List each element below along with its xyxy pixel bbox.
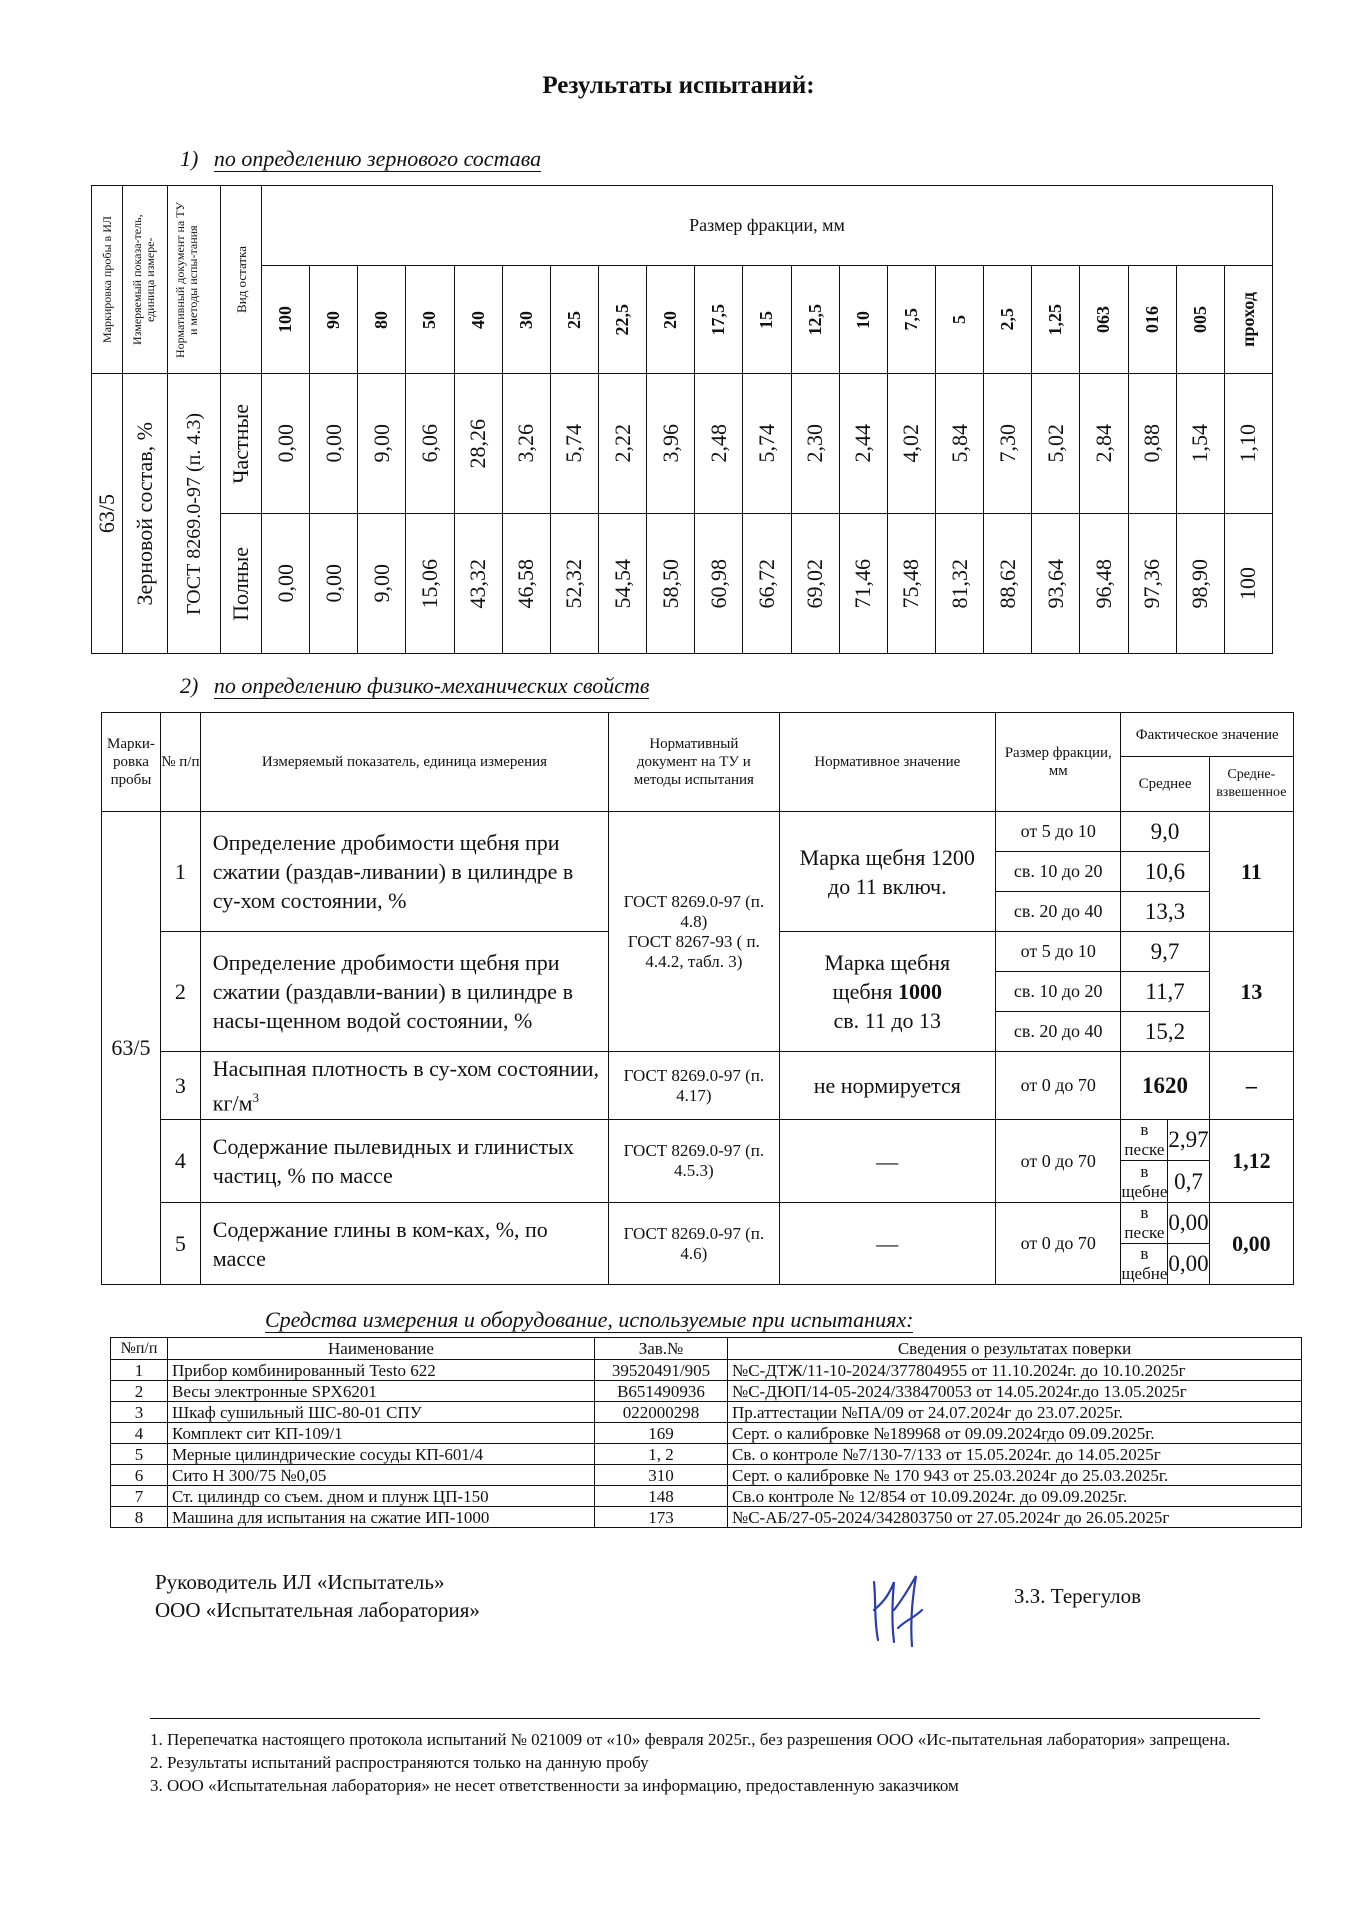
full-label: Полные — [221, 514, 262, 654]
equipment-row — [111, 1444, 1302, 1465]
partial-value-1: 0,00 — [310, 374, 358, 514]
equipment-rows — [111, 1360, 1302, 1528]
header-normval: Нормативное значение — [779, 713, 995, 812]
header-indicator: Измеряемый показа-тель, единица измере- — [123, 186, 168, 374]
row-1-avg-1: 9,0 — [1121, 812, 1209, 852]
full-value-19: 98,90 — [1176, 514, 1224, 654]
partial-value-7: 2,22 — [598, 374, 646, 514]
row-5-fraction: от 0 до 70 — [996, 1203, 1121, 1285]
size-header-9: 17,5 — [695, 266, 743, 374]
partial-value-2: 9,00 — [358, 374, 406, 514]
marking-cell: 63/5 — [92, 374, 123, 654]
equip-serial: 173 — [595, 1507, 728, 1528]
header-fraction: Размер фракции, мм — [996, 713, 1121, 812]
row-3-indicator: Насыпная плотность в су-хом состоянии, $кг/м^3$ — [200, 1052, 608, 1120]
full-value-3: 15,06 — [406, 514, 454, 654]
page-title: Результаты испытаний: — [542, 72, 815, 99]
equip-serial: B651490936 — [595, 1381, 728, 1402]
equip-serial: 022000298 — [595, 1402, 728, 1423]
row-4-normdoc: ГОСТ 8269.0-97 (п. 4.5.3) — [609, 1120, 779, 1203]
full-value-16: 93,64 — [1032, 514, 1080, 654]
row-4-indicator: Содержание пылевидных и глинистых частиц, % по массе — [200, 1120, 608, 1203]
header-normdoc: Нормативный документ на ТУ и методы испы-тания — [168, 186, 221, 374]
row-1-avg-2: 10,6 — [1121, 852, 1209, 892]
row-1-fraction-1: от 5 до 10 — [996, 812, 1121, 852]
marking-cell: 63/5 — [102, 812, 161, 1285]
equip-name: Сито Н 300/75 №0,05 — [168, 1465, 595, 1486]
row-2-avg-2: 11,7 — [1121, 972, 1209, 1012]
equip-verification: Св. о контроле №7/130-7/133 от 15.05.2024г. до 14.05.2025г — [728, 1444, 1302, 1465]
equip-name: Прибор комбинированный Testo 622 — [168, 1360, 595, 1381]
row-1-fraction-2: св. 10 до 20 — [996, 852, 1121, 892]
full-value-17: 96,48 — [1080, 514, 1128, 654]
row-2-normval-line-2: щебня 1000 — [832, 979, 942, 1004]
row-3-normval: не нормируется — [779, 1052, 995, 1120]
equip-serial: 169 — [595, 1423, 728, 1444]
row-3-avg: 1620 — [1121, 1052, 1209, 1120]
equip-header-num: №п/п — [111, 1338, 168, 1360]
size-header-16: 1,25 — [1032, 266, 1080, 374]
size-header-6: 25 — [550, 266, 598, 374]
header-avg: Среднее — [1121, 757, 1209, 812]
partial-value-16: 5,02 — [1032, 374, 1080, 514]
section-3-title: Средства измерения и оборудование, используемые при испытаниях: — [265, 1307, 914, 1332]
equip-name: Шкаф сушильный ШС-80-01 СПУ — [168, 1402, 595, 1423]
partial-value-15: 7,30 — [984, 374, 1032, 514]
size-header-14: 5 — [935, 266, 983, 374]
size-header-3: 50 — [406, 266, 454, 374]
row-5-indicator: Содержание глины в ком-ках, %, по массе — [200, 1203, 608, 1285]
row-2-fraction-3: св. 20 до 40 — [996, 1012, 1121, 1052]
equip-name: Машина для испытания на сжатие ИП-1000 — [168, 1507, 595, 1528]
row-4-sub-label-1: в песке — [1121, 1120, 1168, 1161]
row-5-normdoc: ГОСТ 8269.0-97 (п. 4.6) — [609, 1203, 779, 1285]
partial-value-11: 2,30 — [791, 374, 839, 514]
size-header-2: 80 — [358, 266, 406, 374]
footnote-divider — [150, 1718, 1260, 1719]
footnote-1: 1. Перепечатка настоящего протокола испытаний № 021009 от «10» февраля 2025г., без разрешения ООО «Ис-пытательная лаборатория» запрещена. — [150, 1730, 1231, 1749]
normdoc-cell: ГОСТ 8269.0-97 (п. 4.3) — [168, 374, 221, 654]
row-4-num: 4 — [160, 1120, 200, 1203]
section-2-heading — [180, 673, 649, 699]
row-5-normval: — — [779, 1203, 995, 1285]
size-header-4: 40 — [454, 266, 502, 374]
partial-value-20: 1,10 — [1224, 374, 1272, 514]
equip-name: Комплект сит КП-109/1 — [168, 1423, 595, 1444]
row-1-normval: Марка щебня 1200 до 11 включ. — [779, 812, 995, 932]
header-actual: Фактическое значение — [1121, 713, 1294, 757]
row-2-num: 2 — [160, 932, 200, 1052]
partial-value-13: 4,02 — [887, 374, 935, 514]
header-residue-type: Вид остатка — [221, 186, 262, 374]
full-value-12: 71,46 — [839, 514, 887, 654]
size-header-19: 005 — [1176, 266, 1224, 374]
shared-normdoc-1: ГОСТ 8269.0-97 (п. 4.8) — [623, 891, 765, 931]
row-2-normval — [779, 932, 995, 1052]
row-1-indicator: Определение дробимости щебня при сжатии (раздав-ливании) в цилиндре в су-хом состоянии, % — [200, 812, 608, 932]
size-header-8: 20 — [647, 266, 695, 374]
size-header-1: 90 — [310, 266, 358, 374]
section-3-heading — [265, 1307, 913, 1333]
equip-num: 6 — [111, 1465, 168, 1486]
row-3-wavg: – — [1209, 1052, 1293, 1120]
size-header-7: 22,5 — [598, 266, 646, 374]
physical-properties-table — [101, 712, 1294, 1285]
equipment-row — [111, 1465, 1302, 1486]
equip-verification: Пр.аттестации №ПА/09 от 24.07.2024г до 23.07.2025г. — [728, 1402, 1302, 1423]
header-fraction-size: Размер фракции, мм — [262, 186, 1273, 266]
row-2-fraction-2: св. 10 до 20 — [996, 972, 1121, 1012]
partial-value-0: 0,00 — [262, 374, 310, 514]
full-value-6: 52,32 — [550, 514, 598, 654]
row-4-wavg: 1,12 — [1209, 1120, 1293, 1203]
partial-residue-row — [92, 374, 1273, 514]
signature-position-2: ООО «Испытательная лаборатория» — [155, 1598, 480, 1622]
partial-value-8: 3,96 — [647, 374, 695, 514]
equip-num: 3 — [111, 1402, 168, 1423]
footnotes — [150, 1728, 1260, 1797]
full-value-15: 88,62 — [984, 514, 1032, 654]
row-4-sub-value-2: 0,7 — [1168, 1161, 1209, 1203]
equip-verification: Серт. о калибровке №189968 от 09.09.2024гдо 09.09.2025г. — [728, 1423, 1302, 1444]
row-5-sub-label-1: в песке — [1121, 1203, 1168, 1244]
equip-num: 7 — [111, 1486, 168, 1507]
row-3-normdoc: ГОСТ 8269.0-97 (п. 4.17) — [609, 1052, 779, 1120]
signature-name: З.З. Терегулов — [1014, 1584, 1142, 1608]
equipment-row — [111, 1381, 1302, 1402]
size-header-5: 30 — [502, 266, 550, 374]
size-header-0: 100 — [262, 266, 310, 374]
partial-value-12: 2,44 — [839, 374, 887, 514]
row-5-wavg: 0,00 — [1209, 1203, 1293, 1285]
footnote-3: 3. ООО «Испытательная лаборатория» не несет ответственности за информацию, предоставленную заказчиком — [150, 1776, 959, 1795]
row-2-normval-line-3: св. 11 до 13 — [833, 1008, 942, 1033]
partial-value-9: 2,48 — [695, 374, 743, 514]
equip-header-verification: Сведения о результатах поверки — [728, 1338, 1302, 1360]
size-header-20: проход — [1224, 266, 1272, 374]
size-header-18: 016 — [1128, 266, 1176, 374]
partial-value-18: 0,88 — [1128, 374, 1176, 514]
row-1-wavg: 11 — [1209, 812, 1293, 932]
section-2-title: по определению физико-механических свойств — [213, 673, 650, 698]
equip-header-serial: Зав.№ — [595, 1338, 728, 1360]
equipment-row — [111, 1423, 1302, 1444]
signature-position-1: Руководитель ИЛ «Испытатель» — [155, 1570, 445, 1594]
full-value-14: 81,32 — [935, 514, 983, 654]
header-indicator: Измеряемый показатель, единица измерения — [200, 713, 608, 812]
row-5-num: 5 — [160, 1203, 200, 1285]
shared-normdoc — [609, 812, 779, 1052]
partial-value-19: 1,54 — [1176, 374, 1224, 514]
row-1-num: 1 — [160, 812, 200, 932]
equip-num: 5 — [111, 1444, 168, 1465]
full-value-5: 46,58 — [502, 514, 550, 654]
equip-num: 2 — [111, 1381, 168, 1402]
row-2-fraction-1: от 5 до 10 — [996, 932, 1121, 972]
equip-header-name: Наименование — [168, 1338, 595, 1360]
equip-num: 4 — [111, 1423, 168, 1444]
row-2-indicator: Определение дробимости щебня при сжатии (раздавли-вании) в цилиндре в насы-щенном водой состоянии, % — [200, 932, 608, 1052]
partial-value-17: 2,84 — [1080, 374, 1128, 514]
row-4-normval: — — [779, 1120, 995, 1203]
header-marking: Маркировка пробы в ИЛ — [92, 186, 123, 374]
partial-value-3: 6,06 — [406, 374, 454, 514]
row-1-avg-3: 13,3 — [1121, 892, 1209, 932]
equip-name: Ст. цилиндр со съем. дном и плунж ЦП-150 — [168, 1486, 595, 1507]
handwritten-signature — [860, 1570, 930, 1650]
equip-name: Мерные цилиндрические сосуды КП-601/4 — [168, 1444, 595, 1465]
size-header-13: 7,5 — [887, 266, 935, 374]
equipment-table — [110, 1337, 1302, 1528]
equipment-row — [111, 1507, 1302, 1528]
partial-value-4: 28,26 — [454, 374, 502, 514]
partial-value-10: 5,74 — [743, 374, 791, 514]
equip-serial: 1, 2 — [595, 1444, 728, 1465]
full-value-7: 54,54 — [598, 514, 646, 654]
row-5-sub-value-2: 0,00 — [1168, 1244, 1209, 1285]
size-header-11: 12,5 — [791, 266, 839, 374]
equip-num: 8 — [111, 1507, 168, 1528]
equip-serial: 310 — [595, 1465, 728, 1486]
header-marking: Марки-ровка пробы — [102, 713, 161, 812]
full-value-8: 58,50 — [647, 514, 695, 654]
equip-verification: №С-ДТЖ/11-10-2024/377804955 от 11.10.2024г. до 10.10.2025г — [728, 1360, 1302, 1381]
equip-verification: Серт. о калибровке № 170 943 от 25.03.2024г до 25.03.2025г. — [728, 1465, 1302, 1486]
header-num: № п/п — [160, 713, 200, 812]
full-value-10: 66,72 — [743, 514, 791, 654]
shared-normdoc-2: ГОСТ 8267-93 ( п. 4.4.2, табл. 3) — [627, 931, 760, 971]
row-2-avg-1: 9,7 — [1121, 932, 1209, 972]
full-value-18: 97,36 — [1128, 514, 1176, 654]
size-header-12: 10 — [839, 266, 887, 374]
full-value-2: 9,00 — [358, 514, 406, 654]
row-5-sub-label-2: в щебне — [1121, 1244, 1168, 1284]
full-value-20: 100 — [1224, 514, 1272, 654]
size-header-15: 2,5 — [984, 266, 1032, 374]
equip-serial: 39520491/905 — [595, 1360, 728, 1381]
equipment-row — [111, 1486, 1302, 1507]
full-value-4: 43,32 — [454, 514, 502, 654]
partial-value-6: 5,74 — [550, 374, 598, 514]
row-3-num: 3 — [160, 1052, 200, 1120]
row-5-sub-value-1: 0,00 — [1168, 1203, 1209, 1244]
row-2-normval-line-1: Марка щебня — [824, 950, 951, 975]
row-4-sub-value-1: 2,97 — [1168, 1120, 1209, 1161]
sizes-row — [92, 266, 1273, 374]
grain-composition-table — [91, 185, 1273, 654]
row-4-fraction: от 0 до 70 — [996, 1120, 1121, 1203]
equip-num: 1 — [111, 1360, 168, 1381]
section-1-number: 1) — [180, 146, 199, 171]
equip-serial: 148 — [595, 1486, 728, 1507]
row-2-wavg: 13 — [1209, 932, 1293, 1052]
full-value-1: 0,00 — [310, 514, 358, 654]
partial-value-5: 3,26 — [502, 374, 550, 514]
equip-verification: №С-АБ/27-05-2024/342803750 от 27.05.2024г до 26.05.2025г — [728, 1507, 1302, 1528]
indicator-cell: Зерновой состав, % — [123, 374, 168, 654]
equipment-row — [111, 1360, 1302, 1381]
size-header-10: 15 — [743, 266, 791, 374]
equipment-row — [111, 1402, 1302, 1423]
full-residue-row — [92, 514, 1273, 654]
full-value-0: 0,00 — [262, 514, 310, 654]
size-header-17: 063 — [1080, 266, 1128, 374]
equip-verification: №С-ДЮП/14-05-2024/338470053 от 14.05.2024г.до 13.05.2025г — [728, 1381, 1302, 1402]
signature-positions — [155, 1568, 480, 1624]
header-wavg: Средне-взвешенное — [1209, 757, 1293, 812]
row-2-avg-3: 15,2 — [1121, 1012, 1209, 1052]
equip-verification: Св.о контроле № 12/854 от 10.09.2024г. до 09.09.2025г. — [728, 1486, 1302, 1507]
row-3-fraction: от 0 до 70 — [996, 1052, 1121, 1120]
header-normdoc: Нормативный документ на ТУ и методы испытания — [609, 713, 779, 812]
partial-value-14: 5,84 — [935, 374, 983, 514]
section-1-title: по определению зернового состава — [213, 146, 542, 171]
partial-label: Частные — [221, 374, 262, 514]
row-4-sub-label-2: в щебне — [1121, 1161, 1168, 1201]
row-1-fraction-3: св. 20 до 40 — [996, 892, 1121, 932]
footnote-2: 2. Результаты испытаний распространяются только на данную пробу — [150, 1753, 649, 1772]
section-1-heading — [180, 146, 541, 172]
equip-name: Весы электронные SPX6201 — [168, 1381, 595, 1402]
full-value-9: 60,98 — [695, 514, 743, 654]
full-value-13: 75,48 — [887, 514, 935, 654]
full-value-11: 69,02 — [791, 514, 839, 654]
section-2-number: 2) — [180, 673, 199, 698]
